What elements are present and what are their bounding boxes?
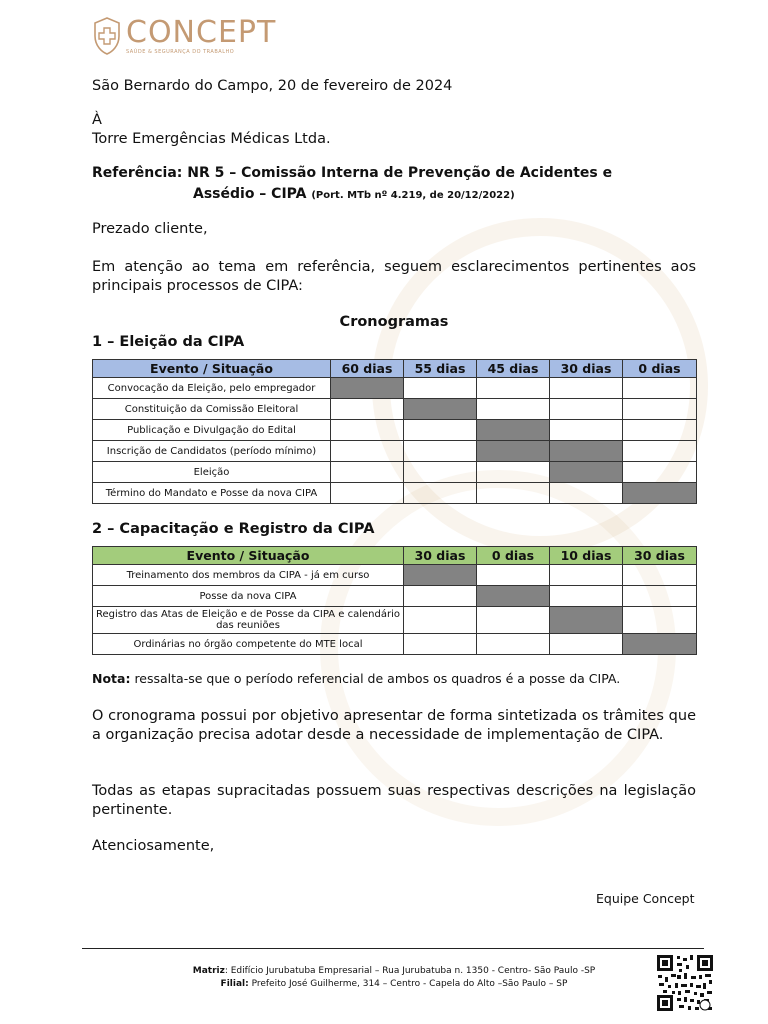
event-cell: Constituição da Comissão Eleitoral bbox=[93, 399, 331, 420]
schedule-cell bbox=[623, 607, 697, 634]
schedule-cell-active bbox=[623, 483, 697, 504]
table1-title: 1 – Eleição da CIPA bbox=[92, 334, 245, 350]
schedule-cell bbox=[623, 399, 697, 420]
schedule-cell bbox=[404, 462, 477, 483]
shield-cross-icon bbox=[92, 16, 122, 56]
schedule-cell bbox=[404, 483, 477, 504]
schedule-cell bbox=[550, 586, 623, 607]
schedule-cell bbox=[623, 441, 697, 462]
table-row bbox=[93, 441, 697, 462]
table-header-row bbox=[93, 547, 697, 565]
header-col: 30 dias bbox=[623, 547, 697, 565]
reference-subject: Assédio – CIPA bbox=[193, 186, 307, 202]
header-col: 10 dias bbox=[550, 547, 623, 565]
header-event: Evento / Situação bbox=[93, 360, 331, 378]
schedule-cell-active bbox=[404, 399, 477, 420]
footer-matriz bbox=[92, 965, 696, 978]
schedule-cell bbox=[331, 420, 404, 441]
table2-title: 2 – Capacitação e Registro da CIPA bbox=[92, 521, 375, 537]
schedule-cell bbox=[331, 462, 404, 483]
note-label: Nota: bbox=[92, 671, 131, 686]
event-cell: Inscrição de Candidatos (período mínimo) bbox=[93, 441, 331, 462]
event-cell: Registro das Atas de Eleição e de Posse da CIPA e calendário das reuniões bbox=[93, 607, 404, 634]
schedule-cell bbox=[477, 399, 550, 420]
recipient: Torre Emergências Médicas Ltda. bbox=[92, 131, 331, 147]
event-cell: Treinamento dos membros da CIPA - já em curso bbox=[93, 565, 404, 586]
schedule-cell bbox=[623, 420, 697, 441]
table-row bbox=[93, 565, 697, 586]
table-row bbox=[93, 462, 697, 483]
table-row bbox=[93, 420, 697, 441]
table-row bbox=[93, 483, 697, 504]
schedule-cell bbox=[404, 586, 477, 607]
schedule-cell bbox=[550, 565, 623, 586]
header-event: Evento / Situação bbox=[93, 547, 404, 565]
schedule-cell bbox=[550, 634, 623, 655]
event-cell: Posse da nova CIPA bbox=[93, 586, 404, 607]
schedule-cell bbox=[331, 483, 404, 504]
table-row bbox=[93, 634, 697, 655]
schedules-title: Cronogramas bbox=[339, 314, 449, 330]
schedule-cell bbox=[404, 634, 477, 655]
logo-name: CONCEPT bbox=[126, 14, 277, 50]
schedule-cell bbox=[477, 634, 550, 655]
event-cell: Convocação da Eleição, pelo empregador bbox=[93, 378, 331, 399]
schedule-cell bbox=[477, 565, 550, 586]
note-text: ressalta-se que o período referencial de ambos os quadros é a posse da CIPA. bbox=[130, 671, 621, 686]
table-row bbox=[93, 378, 697, 399]
table-row bbox=[93, 399, 697, 420]
company-logo bbox=[92, 16, 276, 56]
training-schedule-table bbox=[92, 546, 697, 655]
schedule-cell bbox=[623, 586, 697, 607]
footer-filial-text: Prefeito José Guilherme, 314 – Centro - Capela do Alto –São Paulo – SP bbox=[248, 979, 568, 989]
schedule-cell-active bbox=[550, 462, 623, 483]
event-cell: Eleição bbox=[93, 462, 331, 483]
table-header-row bbox=[93, 360, 697, 378]
schedule-cell bbox=[404, 441, 477, 462]
note bbox=[92, 671, 620, 686]
schedule-cell bbox=[477, 483, 550, 504]
schedule-cell-active bbox=[477, 441, 550, 462]
intro-paragraph: Em atenção ao tema em referência, seguem esclarecimentos pertinentes aos principais processos de CIPA: bbox=[92, 259, 696, 294]
footer-filial bbox=[92, 978, 696, 991]
paragraph-legislation: Todas as etapas supracitadas possuem suas respectivas descrições na legislação pertinente. bbox=[92, 783, 696, 818]
to-prefix: À bbox=[92, 112, 102, 128]
schedule-cell bbox=[550, 420, 623, 441]
header-col: 60 dias bbox=[331, 360, 404, 378]
reference-line-1: Referência: NR 5 – Comissão Interna de Prevenção de Acidentes e bbox=[92, 165, 613, 181]
schedule-cell bbox=[623, 565, 697, 586]
footer-divider bbox=[82, 948, 704, 949]
schedule-cell-active bbox=[477, 586, 550, 607]
reference-line-2 bbox=[193, 186, 515, 202]
reference-portaria: (Port. MTb nº 4.219, de 20/12/2022) bbox=[311, 190, 515, 201]
qr-code-icon[interactable] bbox=[655, 953, 715, 1013]
paragraph-objective: O cronograma possui por objetivo apresentar de forma sintetizada os trâmites que a organização precisa adotar desde a necessidade de implementação de CIPA. bbox=[92, 708, 696, 743]
schedule-cell-active bbox=[550, 441, 623, 462]
schedule-cell-active bbox=[477, 420, 550, 441]
footer-matriz-label: Matriz bbox=[192, 966, 225, 976]
schedule-cell bbox=[404, 378, 477, 399]
schedule-cell bbox=[477, 462, 550, 483]
schedule-cell bbox=[331, 399, 404, 420]
schedule-cell-active bbox=[550, 607, 623, 634]
footer-matriz-text: : Edifício Jurubatuba Empresarial – Rua Jurubatuba n. 1350 - Centro- São Paulo -SP bbox=[224, 966, 596, 976]
header-col: 30 dias bbox=[550, 360, 623, 378]
event-cell: Término do Mandato e Posse da nova CIPA bbox=[93, 483, 331, 504]
header-col: 45 dias bbox=[477, 360, 550, 378]
schedule-cell bbox=[550, 378, 623, 399]
header-col: 55 dias bbox=[404, 360, 477, 378]
header-col: 0 dias bbox=[477, 547, 550, 565]
greeting: Prezado cliente, bbox=[92, 221, 208, 237]
schedule-cell bbox=[404, 607, 477, 634]
schedule-cell bbox=[623, 462, 697, 483]
schedule-cell bbox=[550, 483, 623, 504]
header-col: 0 dias bbox=[623, 360, 697, 378]
closing: Atenciosamente, bbox=[92, 838, 215, 854]
footer-filial-label: Filial: bbox=[220, 979, 249, 989]
event-cell: Publicação e Divulgação do Edital bbox=[93, 420, 331, 441]
logo-tagline: SAÚDE & SEGURANÇA DO TRABALHO bbox=[126, 48, 235, 55]
signature: Equipe Concept bbox=[596, 891, 695, 906]
schedule-cell bbox=[477, 607, 550, 634]
schedule-cell bbox=[550, 399, 623, 420]
schedule-cell bbox=[477, 378, 550, 399]
schedule-cell-active bbox=[623, 634, 697, 655]
election-schedule-table bbox=[92, 359, 697, 504]
schedule-cell bbox=[404, 420, 477, 441]
schedule-cell bbox=[623, 378, 697, 399]
schedule-cell-active bbox=[404, 565, 477, 586]
schedule-cell-active bbox=[331, 378, 404, 399]
event-cell: Ordinárias no órgão competente do MTE local bbox=[93, 634, 404, 655]
header-col: 30 dias bbox=[404, 547, 477, 565]
schedule-cell bbox=[331, 441, 404, 462]
place-date: São Bernardo do Campo, 20 de fevereiro de 2024 bbox=[92, 78, 453, 94]
table-row bbox=[93, 586, 697, 607]
table-row bbox=[93, 607, 697, 634]
